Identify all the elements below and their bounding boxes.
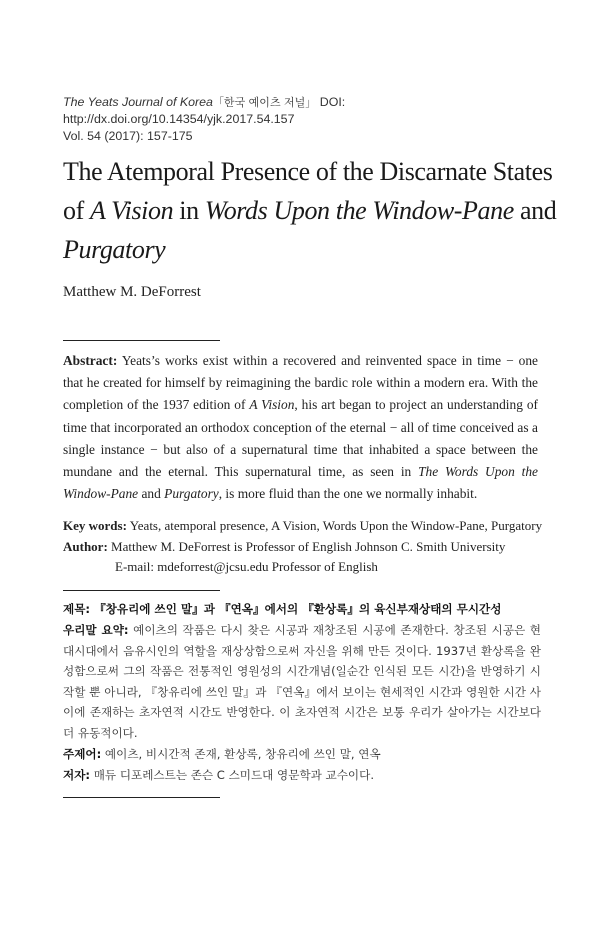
title-part-2: A Vision bbox=[89, 196, 174, 225]
divider bbox=[63, 340, 220, 341]
author-info-text: Matthew M. DeForrest is Professor of English Johnson C. Smith University bbox=[107, 539, 506, 554]
korean-title-text: 『창유리에 쓰인 말』과 『연옥』에서의 『환상록』의 육신부재상태의 무시간성 bbox=[90, 602, 502, 616]
author-name: Matthew M. DeForrest bbox=[63, 284, 201, 300]
korean-summary-text: 예이츠의 작품은 다시 찾은 시공과 재창조된 시공에 존재한다. 창조된 시공은 현대시대에서 음유시인의 역할을 재상상함으로써 자신을 위해 만든 것이다. 1937년 환상록을 완성함으로써 그의 작품은 전통적인 영원성의 시간개념(일순간 인식된 모든 시간)을 반영하기 시작할 뿐 아니라, 『창유리에 쓰인 말』과 『연옥』에서 보이는 현세적인 시간과 영원한 시간 사이에 존재하는 초자연적 시간도 반영한다. 이 초자연적 시간은 보통 우리가 살아가는 시간보다 더 유동적이다. bbox=[63, 623, 542, 740]
journal-name: The Yeats Journal of Korea bbox=[63, 95, 213, 109]
korean-author-label: 저자: bbox=[63, 768, 91, 782]
volume-info: Vol. 54 (2017): 157-175 bbox=[63, 129, 193, 143]
korean-summary-label: 우리말 요약: bbox=[63, 623, 129, 637]
abstract-text-3: and bbox=[138, 486, 165, 502]
keywords bbox=[63, 516, 543, 535]
korean-keywords-text: 예이츠, 비시간적 존재, 환상록, 창유리에 쓰인 말, 연옥 bbox=[101, 747, 381, 761]
title-part-5: and bbox=[513, 196, 557, 225]
journal-header bbox=[63, 94, 563, 145]
divider bbox=[63, 797, 220, 798]
author-email[interactable]: E-mail: mdeforrest@jcsu.edu Professor of English bbox=[115, 559, 378, 574]
korean-title bbox=[63, 600, 541, 619]
title-part-3: in bbox=[173, 196, 205, 225]
korean-summary bbox=[63, 620, 541, 743]
abstract-italic-3: Purgatory bbox=[164, 486, 219, 502]
korean-keywords bbox=[63, 745, 541, 764]
abstract-italic-2: The Words Upon the Window-Pane bbox=[63, 464, 538, 502]
abstract-italic-1: A Vision bbox=[249, 397, 295, 413]
korean-title-label: 제목: bbox=[63, 602, 91, 616]
korean-author bbox=[63, 766, 541, 785]
title-part-1: The Atemporal Presence of the Discarnate States of bbox=[63, 157, 553, 225]
abstract-label: Abstract: bbox=[63, 353, 118, 368]
korean-author-text: 매듀 디포레스트는 존슨 C 스미드대 영문학과 교수이다. bbox=[90, 768, 375, 782]
journal-citation-line bbox=[63, 94, 563, 128]
journal-name-korean: 「한국 예이츠 저널」 bbox=[212, 96, 317, 109]
title-part-4: Words Upon the Window-Pane bbox=[204, 196, 514, 225]
author-info bbox=[63, 537, 543, 556]
abstract-text-1: Yeats’s works exist within a recovered and reinvented space in time − one that he created for himself by reimagining the bardic role within a modern era. With the completion of the 1937 edition of bbox=[63, 353, 538, 413]
abstract bbox=[63, 350, 538, 505]
divider bbox=[63, 590, 220, 591]
paper-title bbox=[63, 152, 563, 269]
author-info-label: Author: bbox=[63, 539, 108, 554]
title-part-6: Purgatory bbox=[63, 235, 166, 264]
korean-keywords-label: 주제어: bbox=[63, 747, 102, 761]
keywords-text: Yeats, atemporal presence, A Vision, Words Upon the Window-Pane, Purgatory bbox=[126, 518, 543, 533]
keywords-label: Key words: bbox=[63, 518, 127, 533]
abstract-text-4: , is more fluid than the one we normally inhabit. bbox=[218, 486, 478, 502]
abstract-text-2: , his art began to project an understanding of time that incorporated an orthodox conception of the eternal − all of time conceived as a single instance − but also of a supernatural time that inhabited a space between the mundane and the eternal. This supernatural time, as seen in bbox=[63, 397, 538, 480]
doi-link[interactable]: DOI: http://dx.doi.org/10.14354/yjk.2017.54.157 bbox=[63, 95, 346, 126]
